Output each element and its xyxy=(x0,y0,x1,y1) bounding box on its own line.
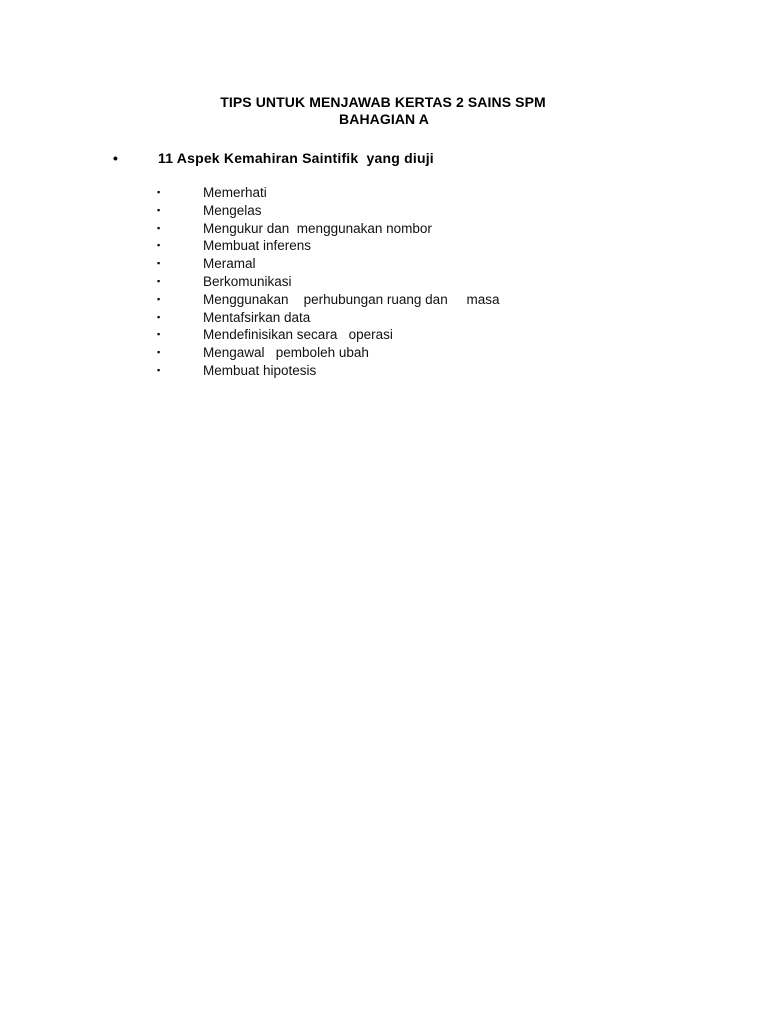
skill-list xyxy=(157,184,499,380)
round-bullet-icon: • xyxy=(113,150,118,166)
list-item xyxy=(157,309,499,327)
skill-label: Mengukur dan menggunakan nombor xyxy=(203,220,432,236)
skill-label: Membuat inferens xyxy=(203,238,312,254)
skill-label: Berkomunikasi xyxy=(203,273,292,289)
list-item xyxy=(157,202,499,220)
list-item xyxy=(157,291,499,309)
list-item xyxy=(157,362,499,380)
section-heading-row xyxy=(113,149,434,167)
document-title xyxy=(0,94,768,128)
list-item xyxy=(157,237,499,255)
square-bullet-icon: ▪ xyxy=(157,240,161,251)
list-item xyxy=(157,184,499,202)
list-item xyxy=(157,344,499,362)
list-item xyxy=(157,326,499,344)
square-bullet-icon: ▪ xyxy=(157,311,161,322)
square-bullet-icon: ▪ xyxy=(157,204,161,215)
square-bullet-icon: ▪ xyxy=(157,222,161,233)
list-item xyxy=(157,255,499,273)
square-bullet-icon: ▪ xyxy=(157,364,161,375)
square-bullet-icon: ▪ xyxy=(157,258,161,269)
skill-label: Mentafsirkan data xyxy=(203,309,311,325)
square-bullet-icon: ▪ xyxy=(157,329,161,340)
list-item xyxy=(157,220,499,238)
skill-label: Meramal xyxy=(203,256,256,272)
square-bullet-icon: ▪ xyxy=(157,293,161,304)
skill-label: Membuat hipotesis xyxy=(203,362,317,378)
skill-label: Memerhati xyxy=(203,185,267,200)
section-heading: 11 Aspek Kemahiran Saintifik yang diuji xyxy=(158,150,434,166)
skill-label: Mendefinisikan secara operasi xyxy=(203,327,393,343)
skill-label: Menggunakan perhubungan ruang dan masa xyxy=(203,291,500,307)
square-bullet-icon: ▪ xyxy=(157,275,161,286)
title-line-1: TIPS UNTUK MENJAWAB KERTAS 2 SAINS SPM xyxy=(220,94,546,110)
square-bullet-icon: ▪ xyxy=(157,187,161,197)
list-item xyxy=(157,273,499,291)
title-line-2: BAHAGIAN A xyxy=(339,111,429,127)
skill-label: Mengelas xyxy=(203,202,262,218)
skill-label: Mengawal pemboleh ubah xyxy=(203,345,369,361)
square-bullet-icon: ▪ xyxy=(157,347,161,358)
